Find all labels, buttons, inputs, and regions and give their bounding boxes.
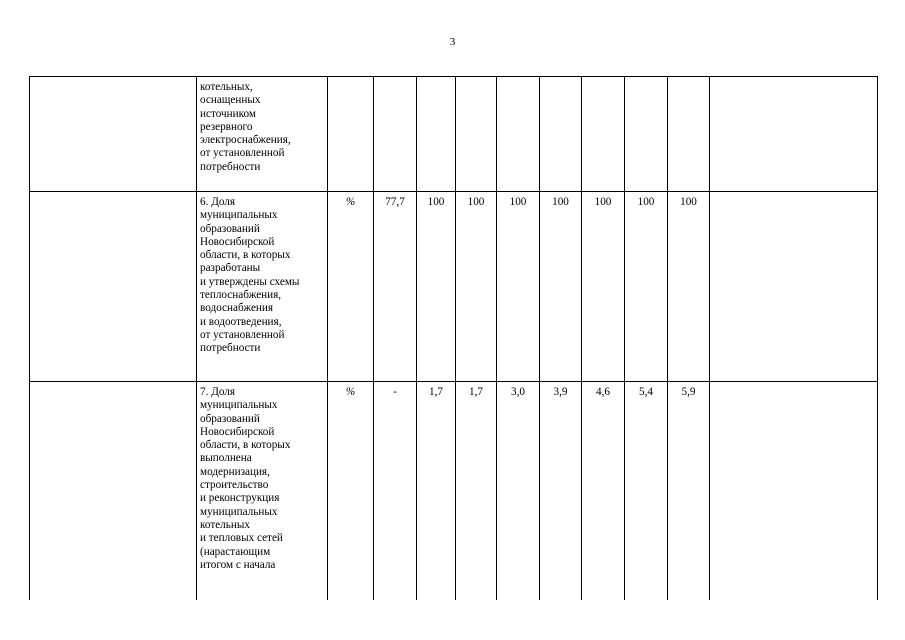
value-cell: 4,6 <box>582 382 625 601</box>
value-cell: 3,9 <box>540 382 582 601</box>
indicator-cell: 6. Доля муниципальных образований Новосибирской области, в которых разработаны и утверждены схемы теплоснабжения, водоснабжения и водоотведения, от установленной потребности <box>197 192 328 382</box>
program-cell <box>30 192 197 382</box>
value-cell: 1,7 <box>456 382 497 601</box>
value-cell: 100 <box>540 192 582 382</box>
indicators-table <box>29 76 878 600</box>
value-cell <box>497 77 540 192</box>
value-cell <box>710 382 878 601</box>
unit-cell: % <box>328 192 374 382</box>
value-cell: - <box>374 382 417 601</box>
program-cell <box>30 382 197 601</box>
table-row <box>30 382 878 601</box>
value-cell: 100 <box>668 192 710 382</box>
value-cell <box>625 77 668 192</box>
value-cell: 100 <box>417 192 456 382</box>
value-cell <box>710 77 878 192</box>
value-cell: 100 <box>582 192 625 382</box>
value-cell: 100 <box>497 192 540 382</box>
program-cell <box>30 77 197 192</box>
value-cell: 1,7 <box>417 382 456 601</box>
value-cell: 100 <box>456 192 497 382</box>
value-cell: 5,9 <box>668 382 710 601</box>
value-cell <box>710 192 878 382</box>
value-cell: 77,7 <box>374 192 417 382</box>
table-row <box>30 77 878 192</box>
value-cell <box>540 77 582 192</box>
page-number: 3 <box>449 36 456 48</box>
value-cell <box>374 77 417 192</box>
value-cell <box>456 77 497 192</box>
value-cell: 3,0 <box>497 382 540 601</box>
value-cell <box>582 77 625 192</box>
unit-cell: % <box>328 382 374 601</box>
indicator-cell: 7. Доля муниципальных образований Новосибирской области, в которых выполнена модернизация, строительство и реконструкция муниципальных котельных и тепловых сетей (нарастающим итогом с начала <box>197 382 328 601</box>
unit-cell <box>328 77 374 192</box>
value-cell: 5,4 <box>625 382 668 601</box>
table-row <box>30 192 878 382</box>
value-cell <box>668 77 710 192</box>
value-cell: 100 <box>625 192 668 382</box>
indicator-cell: котельных, оснащенных источником резервного электроснабжения, от установленной потребности <box>197 77 328 192</box>
value-cell <box>417 77 456 192</box>
